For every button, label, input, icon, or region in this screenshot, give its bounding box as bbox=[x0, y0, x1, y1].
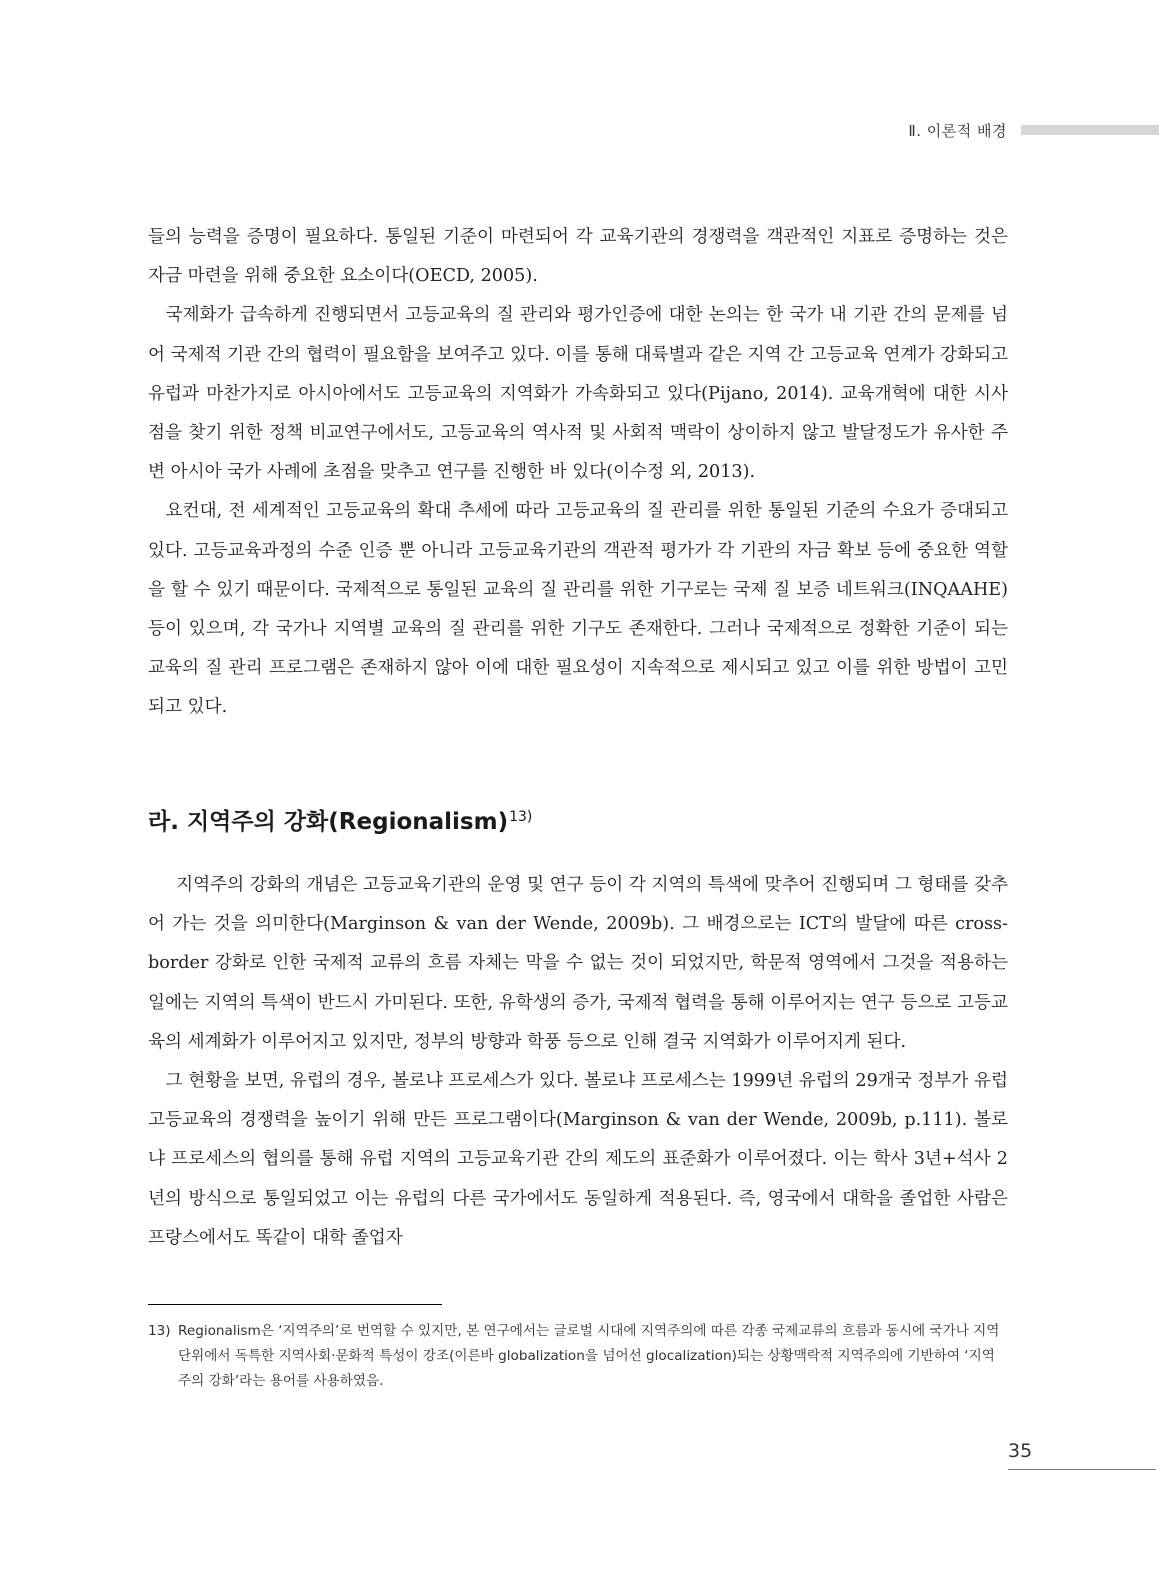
paragraph: 지역주의 강화의 개념은 고등교육기관의 운영 및 연구 등이 각 지역의 특색에 맞추어 진행되며 그 형태를 갖추어 가는 것을 의미한다(Marginson & van der Wende, 2009b). 그 배경으로는 ICT의 발달에 따른 cross-border 강화로 인한 국제적 교류의 흐름 자체는 막을 수 없는 것이 되었지만, 학문적 영역에서 그것을 적용하는 일에는 지역의 특색이 반드시 가미된다. 또한, 유학생의 증가, 국제적 협력을 통해 이루어지는 연구 등으로 고등교육의 세계화가 이루어지고 있지만, 정부의 방향과 학풍 등으로 인해 결국 지역화가 이루어지게 된다. bbox=[148, 875, 1008, 1052]
footnote-text: Regionalism은 ‘지역주의’로 번역할 수 있지만, 본 연구에서는 글로벌 시대에 지역주의에 따른 각종 국제교류의 흐름과 동시에 국가나 지역 단위에서 독특한 지역사회·문화적 특성이 강조(이른바 globalization을 넘어선 glocalization)되는 상황맥락적 지역주의에 기반하여 ‘지역주의 강화’라는 용어를 사용하였음. bbox=[178, 1323, 1000, 1389]
section-label: Ⅱ. 이론적 배경 bbox=[908, 121, 1007, 140]
page-number: 35 bbox=[1008, 1440, 1033, 1462]
section-heading-text: 라. 지역주의 강화(Regionalism) bbox=[148, 809, 509, 835]
paragraph: 들의 능력을 증명이 필요하다. 통일된 기준이 마련되어 각 교육기관의 경쟁력을 객관적인 지표로 증명하는 것은 자금 마련을 위해 중요한 요소이다(OECD, 2005). bbox=[148, 227, 1008, 287]
paragraph: 그 현황을 보면, 유럽의 경우, 볼로냐 프로세스가 있다. 볼로냐 프로세스는 1999년 유럽의 29개국 정부가 유럽 고등교육의 경쟁력을 높이기 위해 만든 프로그램이다(Marginson & van der Wende, 2009b, p.111). 볼로냐 프로세스의 협의를 통해 유럽 지역의 고등교육기관 간의 제도의 표준화가 이루어졌다. 이는 학사 3년+석사 2년의 방식으로 통일되었고 이는 유럽의 다른 국가에서도 동일하게 적용된다. 즉, 영국에서 대학을 졸업한 사람은 프랑스에서도 똑같이 대학 졸업자 bbox=[148, 1071, 1008, 1248]
section-heading bbox=[148, 803, 532, 836]
footnote-reference: 13) bbox=[509, 809, 533, 825]
page-number-rule bbox=[1008, 1469, 1156, 1470]
running-header bbox=[908, 117, 1159, 143]
footnote bbox=[148, 1319, 1008, 1394]
header-bar bbox=[1021, 125, 1159, 135]
paragraph: 국제화가 급속하게 진행되면서 고등교육의 질 관리와 평가인증에 대한 논의는 한 국가 내 기관 간의 문제를 넘어 국제적 기관 간의 협력이 필요함을 보여주고 있다. 이를 통해 대륙별과 같은 지역 간 고등교육 연계가 강화되고 유럽과 마찬가지로 아시아에서도 고등교육의 지역화가 가속화되고 있다(Pijano, 2014). 교육개혁에 대한 시사점을 찾기 위한 정책 비교연구에서도, 고등교육의 역사적 및 사회적 맥락이 상이하지 않고 발달정도가 유사한 주변 아시아 국가 사례에 초점을 맞추고 연구를 진행한 바 있다(이수정 외, 2013). bbox=[148, 305, 1008, 483]
paragraph: 요컨대, 전 세계적인 고등교육의 확대 추세에 따라 고등교육의 질 관리를 위한 통일된 기준의 수요가 증대되고 있다. 고등교육과정의 수준 인증 뿐 아니라 고등교육기관의 객관적 평가가 각 기관의 자금 확보 등에 중요한 역할을 할 수 있기 때문이다. 국제적으로 통일된 교육의 질 관리를 위한 기구로는 국제 질 보증 네트워크(INQAAHE)등이 있으며, 각 국가나 지역별 교육의 질 관리를 위한 기구도 존재한다. 그러나 국제적으로 정확한 기준이 되는 교육의 질 관리 프로그램은 존재하지 않아 이에 대한 필요성이 지속적으로 제시되고 있고 이를 위한 방법이 고민되고 있다. bbox=[148, 501, 1008, 718]
body-text-bottom bbox=[148, 866, 1008, 1258]
footnote-number: 13) bbox=[148, 1323, 171, 1339]
body-text-top bbox=[148, 218, 1008, 728]
footnote-rule bbox=[148, 1304, 442, 1305]
